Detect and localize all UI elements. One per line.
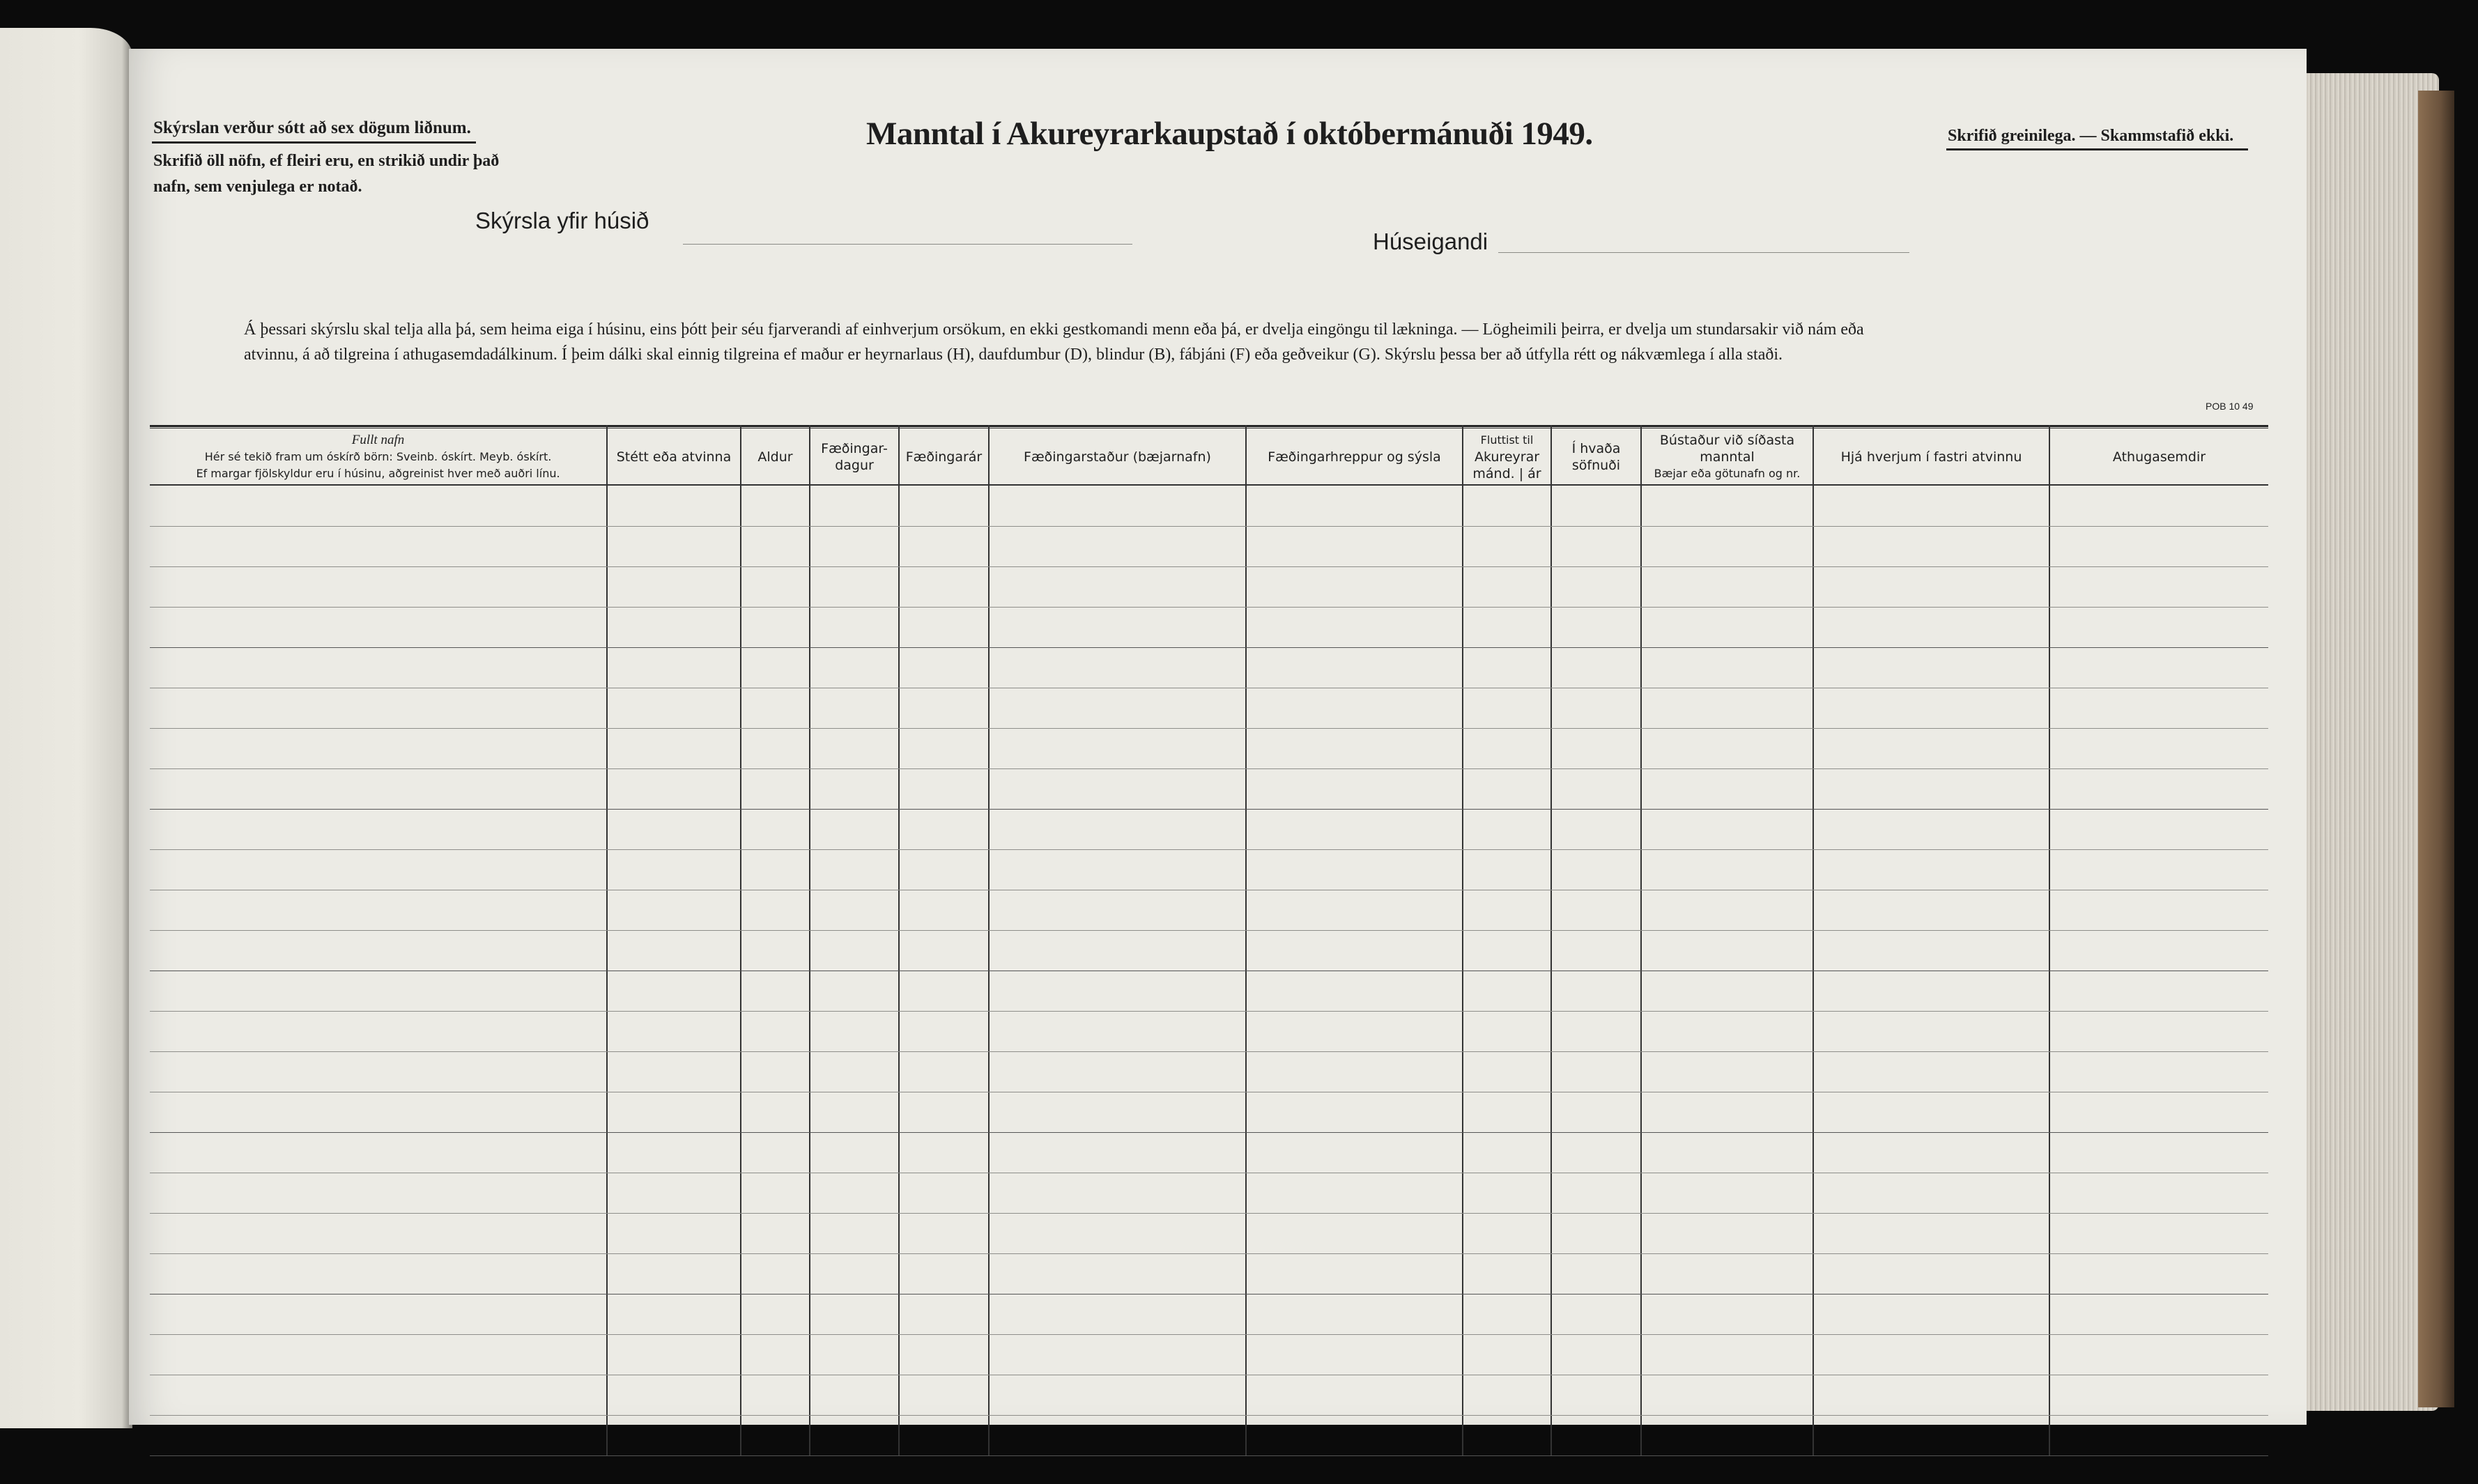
- table-row[interactable]: [150, 647, 2268, 648]
- col-birth-parish-label: Fæðingarhreppur og sýsla: [1268, 449, 1441, 465]
- col-remarks-label: Athugasemdir: [2112, 449, 2206, 465]
- col-header-birthplace: [990, 431, 1245, 484]
- table-row[interactable]: [150, 1051, 2268, 1052]
- col-header-remarks: [2050, 431, 2268, 484]
- col-birth-year-label: Fæðingarár: [905, 449, 983, 465]
- writing-instruction-underline: [1946, 148, 2248, 150]
- table-row[interactable]: [150, 1011, 2268, 1012]
- table-row[interactable]: [150, 768, 2268, 769]
- column-divider: [740, 425, 741, 1456]
- owner-field[interactable]: [1498, 252, 1909, 253]
- col-header-congregation: [1552, 431, 1640, 484]
- page-title: Manntal í Akureyrarkaupstað í októbermánuði 1949.: [866, 116, 1593, 152]
- col-header-occupation: [608, 431, 740, 484]
- table-row[interactable]: [150, 1132, 2268, 1133]
- table-row[interactable]: [150, 809, 2268, 810]
- column-divider: [1640, 425, 1642, 1456]
- header-bottom-rule: [150, 484, 2268, 486]
- form-code: POB 10 49: [2206, 401, 2254, 412]
- table-row[interactable]: [150, 1253, 2268, 1254]
- names-instruction: Skrifið öll nöfn, ef fleiri eru, en strikið undir það nafn, sem venjulega er notað.: [153, 152, 500, 196]
- col-header-age: [741, 431, 809, 484]
- col-full-name-note-1: Hér sé tekið fram um óskírð börn: Sveinb. óskírt. Meyb. óskírt.: [204, 450, 552, 463]
- col-header-last-residence: [1642, 431, 1813, 484]
- column-divider: [988, 425, 990, 1456]
- pickup-notice: Skýrslan verður sótt að sex dögum liðnum.: [153, 118, 471, 137]
- table-row[interactable]: [150, 1455, 2268, 1456]
- column-divider: [1245, 425, 1247, 1456]
- table-row[interactable]: [150, 526, 2268, 527]
- house-field[interactable]: [683, 244, 1132, 245]
- col-moved-label-1: Fluttist til: [1480, 433, 1534, 447]
- col-full-name-title: Fullt nafn: [351, 433, 405, 447]
- col-last-residence-label-2: manntal: [1700, 449, 1755, 465]
- table-row[interactable]: [150, 607, 2268, 608]
- census-form-page: [129, 49, 2307, 1425]
- col-congregation-label-1: Í hvaða: [1571, 441, 1621, 456]
- table-row[interactable]: [150, 566, 2268, 567]
- column-divider: [2049, 425, 2050, 1456]
- col-last-residence-label-3: Bæjar eða götunafn og nr.: [1654, 467, 1801, 480]
- col-moved-label-3: mánd. | ár: [1472, 466, 1541, 481]
- column-divider: [1462, 425, 1463, 1456]
- column-divider: [898, 425, 900, 1456]
- instructions-line-1: Á þessari skýrslu skal telja alla þá, sem heima eiga í húsinu, eins þótt þeir séu fjarverandi af einhverjum orsökum, en ekki gestkomandi menn eða þá, er dvelja eingöngu til lækninga. — Lögheimili þeirra, er dvelja um stundarsakir við nám eða: [244, 320, 1864, 339]
- col-moved-label-2: Akureyrar: [1474, 449, 1540, 465]
- writing-instruction: Skrifið greinilega. — Skammstafið ekki.: [1948, 127, 2234, 145]
- census-table: [150, 425, 2268, 1456]
- col-employer-label: Hjá hverjum í fastri atvinnu: [1840, 449, 2022, 465]
- col-occupation-label: Stétt eða atvinna: [616, 449, 732, 465]
- table-row[interactable]: [150, 930, 2268, 931]
- col-header-birth-parish: [1247, 431, 1462, 484]
- col-header-moved: [1463, 431, 1550, 484]
- column-divider: [809, 425, 810, 1456]
- col-header-full-name: [150, 431, 606, 484]
- col-header-employer: [1814, 431, 2049, 484]
- form-instructions: [244, 317, 2265, 367]
- col-last-residence-label-1: Bústaður við síðasta: [1659, 433, 1795, 448]
- col-full-name-note-2: Ef margar fjölskyldur eru í húsinu, aðgreinist hver með auðri línu.: [196, 467, 560, 480]
- book-spine: [2418, 91, 2454, 1407]
- left-page-edge: [0, 28, 132, 1428]
- table-row[interactable]: [150, 728, 2268, 729]
- column-divider: [606, 425, 608, 1456]
- pickup-notice-underline: [152, 141, 476, 144]
- table-row[interactable]: [150, 849, 2268, 850]
- col-header-birth-year: [900, 431, 988, 484]
- col-age-label: Aldur: [757, 449, 793, 465]
- table-row[interactable]: [150, 1334, 2268, 1335]
- column-divider: [1550, 425, 1552, 1456]
- owner-field-label: Húseigandi: [1373, 229, 1488, 254]
- col-congregation-label-2: söfnuði: [1571, 458, 1621, 473]
- instructions-line-2: atvinnu, á að tilgreina í athugasemdadálkinum. Í þeim dálki skal einnig tilgreina ef maður er heyrnarlaus (H), daufdumbur (D), blindur (B), fábjáni (F) eða geðveikur (G). Skýrslu þessa ber að útfylla rétt og nákvæmlega í alla staði.: [244, 346, 1783, 364]
- col-birth-day-label-1: Fæðingar-: [821, 441, 888, 456]
- table-row[interactable]: [150, 1415, 2268, 1416]
- house-field-label: Skýrsla yfir húsið: [475, 208, 649, 233]
- table-row[interactable]: [150, 1213, 2268, 1214]
- column-divider: [1813, 425, 1814, 1456]
- col-birth-day-label-2: dagur: [835, 458, 874, 473]
- col-header-birth-day: [810, 431, 898, 484]
- table-top-rule: [150, 425, 2268, 427]
- book-page-edges: [2293, 73, 2439, 1411]
- col-birthplace-label: Fæðingarstaður (bæjarnafn): [1024, 449, 1211, 465]
